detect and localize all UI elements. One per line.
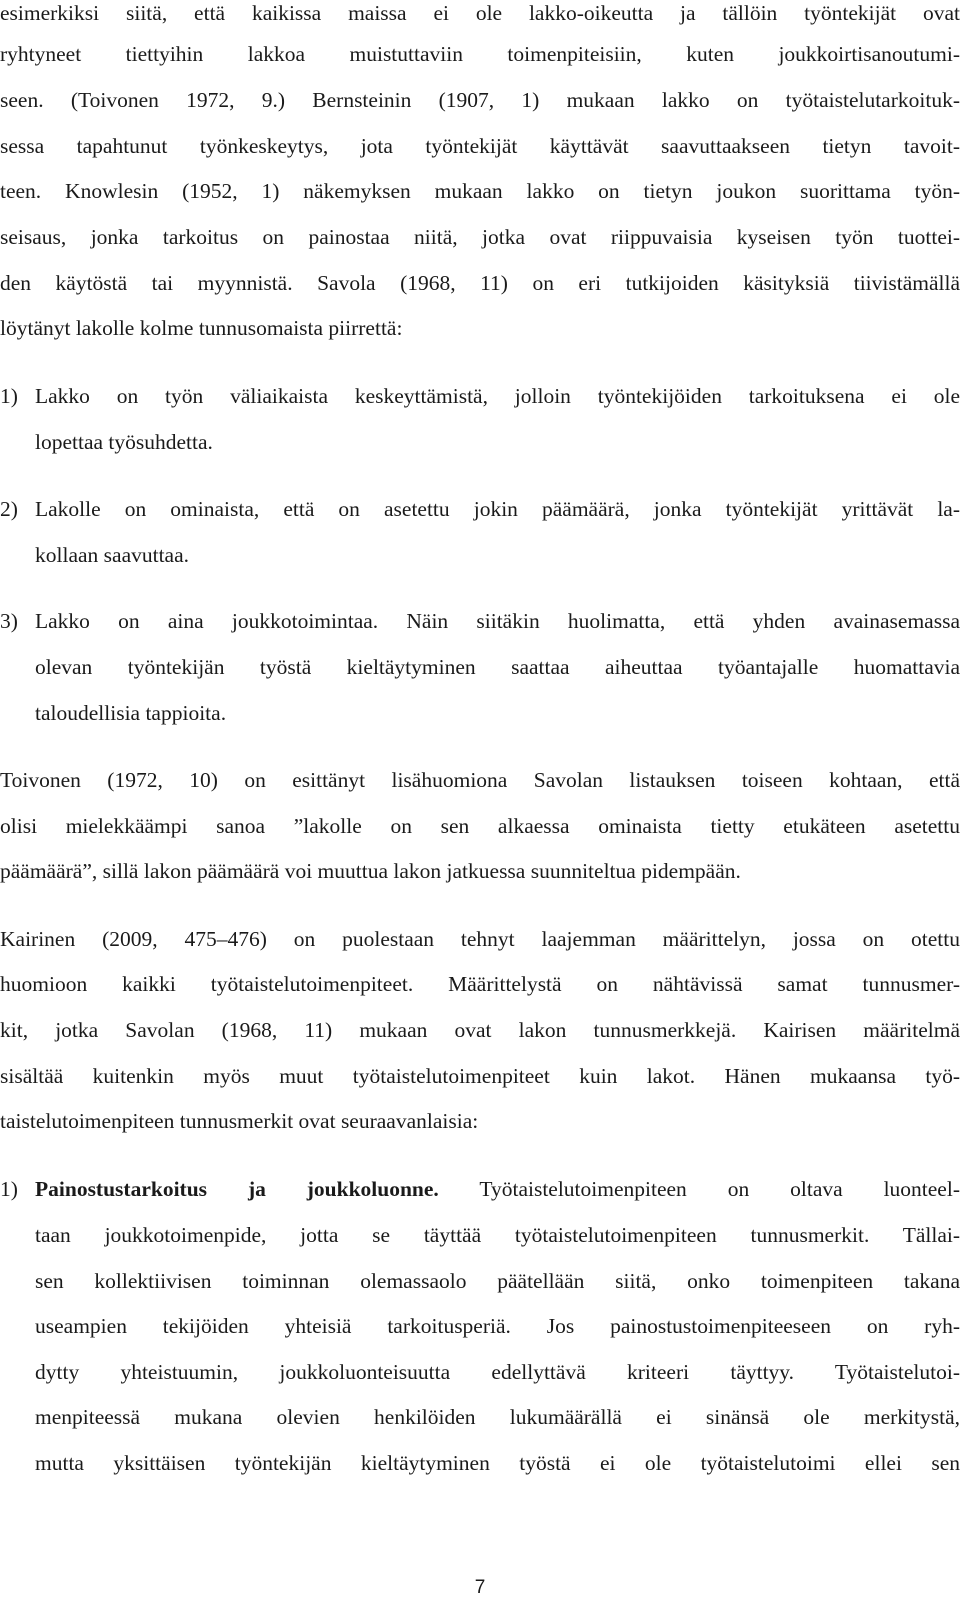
list-marker: 1) — [0, 1177, 18, 1201]
text-line — [35, 542, 960, 568]
text-line — [35, 496, 960, 522]
text-line — [0, 178, 960, 204]
line-text: taloudellisia tappioita. — [35, 701, 227, 725]
line-text: mutta yksittäisen työntekijän kieltäytyminen työstä ei ole työtaistelutoimi ellei sen — [35, 1451, 960, 1475]
text-line — [0, 133, 960, 159]
line-text: esimerkiksi siitä, että kaikissa maissa ei ole lakko-oikeutta ja tällöin työntekijät ovat — [0, 1, 960, 25]
line-text: taistelutoimenpiteen tunnusmerkit ovat seuraavanlaisia: — [0, 1109, 479, 1133]
line-text: lopettaa työsuhdetta. — [35, 430, 213, 454]
text-line — [0, 224, 960, 250]
text-line — [35, 383, 960, 409]
text-line — [0, 41, 960, 67]
text-line — [0, 315, 960, 341]
line-text: kollaan saavuttaa. — [35, 543, 190, 567]
bold-lead-text: Painostustarkoitus ja joukkoluonne. — [35, 1177, 439, 1201]
line-text: teen. Knowlesin (1952, 1) näkemyksen mukaan lakko on tietyn joukon suorittama työn- — [0, 179, 960, 203]
text-line — [35, 1404, 960, 1430]
line-text: Työtaistelutoimenpiteen on oltava luonteel- — [438, 1177, 960, 1201]
page-number: 7 — [474, 1577, 486, 1598]
text-line — [0, 858, 960, 884]
text-line — [35, 1313, 960, 1339]
text-line — [0, 1017, 960, 1043]
line-text: Lakko on työn väliaikaista keskeyttämistä, jolloin työntekijöiden tarkoituksena ei ole — [35, 384, 960, 408]
text-line — [35, 1176, 960, 1202]
line-text: dytty yhteistuumin, joukkoluonteisuutta edellyttävä kriteeri täyttyy. Työtaistelutoi- — [35, 1360, 960, 1384]
text-line — [35, 608, 960, 634]
line-text: löytänyt lakolle kolme tunnusomaista piirrettä: — [0, 316, 403, 340]
line-text: seisaus, jonka tarkoitus on painostaa niitä, jotka ovat riippuvaisia kyseisen työn tuottei- — [0, 225, 960, 249]
text-line — [0, 270, 960, 296]
line-text: sessa tapahtunut työnkeskeytys, jota työntekijät käyttävät saavuttaakseen tietyn tavoit- — [0, 134, 960, 158]
text-line — [35, 1450, 960, 1476]
list-marker: 2) — [0, 497, 18, 521]
text-line — [0, 813, 960, 839]
text-line — [0, 87, 960, 113]
line-text: huomioon kaikki työtaistelutoimenpiteet. Määrittelystä on nähtävissä samat tunnusmer- — [0, 972, 960, 996]
line-text: menpiteessä mukana olevien henkilöiden lukumäärällä ei sinänsä ole merkitystä, — [35, 1405, 960, 1429]
line-text: Lakolle on ominaista, että on asetettu jokin päämäärä, jonka työntekijät yrittävät la- — [35, 497, 960, 521]
line-text: päämäärä”, sillä lakon päämäärä voi muuttua lakon jatkuessa suunniteltua pidempään. — [0, 859, 741, 883]
text-line — [35, 1268, 960, 1294]
line-text: useampien tekijöiden yhteisiä tarkoitusperiä. Jos painostustoimenpiteeseen on ryh- — [35, 1314, 960, 1338]
line-text: Kairinen (2009, 475–476) on puolestaan tehnyt laajemman määrittelyn, jossa on otettu — [0, 927, 960, 951]
list-marker: 3) — [0, 609, 18, 633]
text-line — [0, 767, 960, 793]
text-line — [0, 926, 960, 952]
text-line — [0, 971, 960, 997]
text-line — [0, 0, 960, 26]
list-marker: 1) — [0, 384, 18, 408]
text-line — [35, 1222, 960, 1248]
text-line — [0, 1063, 960, 1089]
text-line — [35, 654, 960, 680]
line-text: Toivonen (1972, 10) on esittänyt lisähuomiona Savolan listauksen toiseen kohtaan, että — [0, 768, 960, 792]
line-text: den käytöstä tai myynnistä. Savola (1968, 11) on eri tutkijoiden käsityksiä tiivistämällä — [0, 271, 960, 295]
text-line — [35, 700, 960, 726]
line-text: olevan työntekijän työstä kieltäytyminen saattaa aiheuttaa työantajalle huomattavia — [35, 655, 960, 679]
text-line — [35, 429, 960, 455]
line-text: sisältää kuitenkin myös muut työtaistelutoimenpiteet kuin lakot. Hänen mukaansa työ- — [0, 1064, 960, 1088]
text-line — [35, 1359, 960, 1385]
line-text: sen kollektiivisen toiminnan olemassaolo päätellään siitä, onko toimenpiteen takana — [35, 1269, 960, 1293]
text-line — [0, 1108, 960, 1134]
line-text: ryhtyneet tiettyihin lakkoa muistuttaviin toimenpiteisiin, kuten joukkoirtisanoutumi- — [0, 42, 960, 66]
line-text: seen. (Toivonen 1972, 9.) Bernsteinin (1907, 1) mukaan lakko on työtaistelutarkoituk- — [0, 88, 960, 112]
line-text: taan joukkotoimenpide, jotta se täyttää työtaistelutoimenpiteen tunnusmerkit. Tällai- — [35, 1223, 960, 1247]
line-text: kit, jotka Savolan (1968, 11) mukaan ovat lakon tunnusmerkkejä. Kairisen määritelmä — [0, 1018, 960, 1042]
line-text: Lakko on aina joukkotoimintaa. Näin siitäkin huolimatta, että yhden avainasemassa — [35, 609, 960, 633]
line-text: olisi mielekkäämpi sanoa ”lakolle on sen alkaessa ominaista tietty etukäteen asetettu — [0, 814, 960, 838]
